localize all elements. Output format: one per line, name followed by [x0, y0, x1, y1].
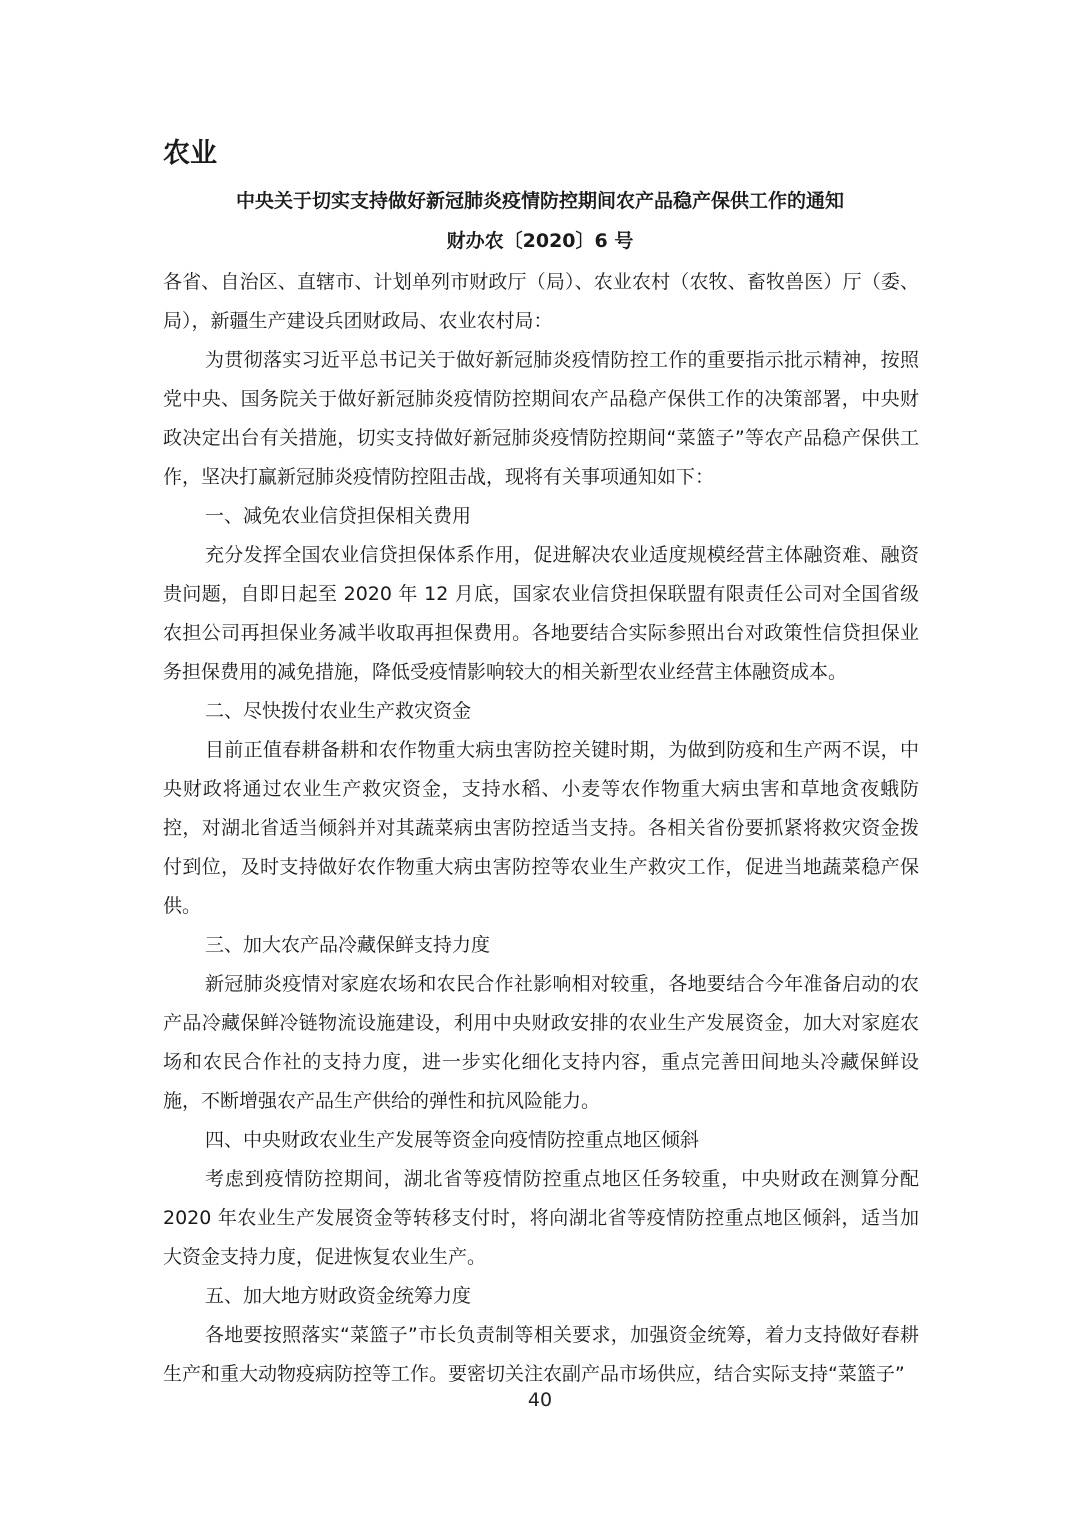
item-paragraph-3: 新冠肺炎疫情对家庭农场和农民合作社影响相对较重，各地要结合今年准备启动的农产品冷藏保鲜冷链物流设施建设，利用中央财政安排的农业生产发展资金，加大对家庭农场和农民合作社的支持力度，进一步实化细化支持内容，重点完善田间地头冷藏保鲜设施，不断增强农产品生产供给的弹性和抗风险能力。: [163, 973, 919, 1112]
item-paragraph-4: 考虑到疫情防控期间，湖北省等疫情防控重点地区任务较重，中央财政在测算分配 2020 年农业生产发展资金等转移支付时，将向湖北省等疫情防控重点地区倾斜，适当加大资金支持力度，促进恢复农业生产。: [163, 1168, 919, 1268]
item-paragraph-5: 各地要按照落实“菜篮子”市长负责制等相关要求，加强资金统筹，着力支持做好春耕生产和重大动物疫病防控等工作。要密切关注农副产品市场供应，结合实际支持“菜篮子”: [163, 1324, 919, 1385]
item-heading-5: 五、加大地方财政资金统筹力度: [205, 1285, 472, 1307]
item-paragraph-2: 目前正值春耕备耕和农作物重大病虫害防控关键时期，为做到防疫和生产两不误，中央财政将通过农业生产救灾资金，支持水稻、小麦等农作物重大病虫害和草地贪夜蛾防控，对湖北省适当倾斜并对其蔬菜病虫害防控适当支持。各相关省份要抓紧将救灾资金拨付到位，及时支持做好农作物重大病虫害防控等农业生产救灾工作，促进当地蔬菜稳产保供。: [163, 739, 919, 917]
item-paragraph-1: 充分发挥全国农业信贷担保体系作用，促进解决农业适度规模经营主体融资难、融资贵问题，自即日起至 2020 年 12 月底，国家农业信贷担保联盟有限责任公司对全国省级农担公司再担保业务减半收取再担保费用。各地要结合实际参照出台对政策性信贷担保业务担保费用的减免措施，降低受疫情影响较大的相关新型农业经营主体融资成本。: [163, 544, 919, 683]
item-heading-2: 二、尽快拨付农业生产救灾资金: [205, 700, 472, 722]
section-title: 农业: [163, 138, 217, 169]
document-number: 财办农〔2020〕6 号: [446, 230, 634, 252]
document-body: [163, 263, 919, 1394]
intro-paragraph: 为贯彻落实习近平总书记关于做好新冠肺炎疫情防控工作的重要指示批示精神，按照党中央、国务院关于做好新冠肺炎疫情防控期间农产品稳产保供工作的决策部署，中央财政决定出台有关措施，切实支持做好新冠肺炎疫情防控期间“菜篮子”等农产品稳产保供工作，坚决打赢新冠肺炎疫情防控阻击战，现将有关事项通知如下：: [163, 349, 919, 488]
document-title: 中央关于切实支持做好新冠肺炎疫情防控期间农产品稳产保供工作的通知: [235, 190, 844, 212]
addressee-paragraph: 各省、自治区、直辖市、计划单列市财政厅（局）、农业农村（农牧、畜牧兽医）厅（委、局），新疆生产建设兵团财政局、农业农村局：: [163, 271, 919, 332]
item-heading-3: 三、加大农产品冷藏保鲜支持力度: [205, 934, 491, 956]
item-heading-1: 一、减免农业信贷担保相关费用: [205, 505, 472, 527]
item-heading-4: 四、中央财政农业生产发展等资金向疫情防控重点地区倾斜: [205, 1129, 700, 1151]
page-number: 40: [527, 1389, 553, 1411]
